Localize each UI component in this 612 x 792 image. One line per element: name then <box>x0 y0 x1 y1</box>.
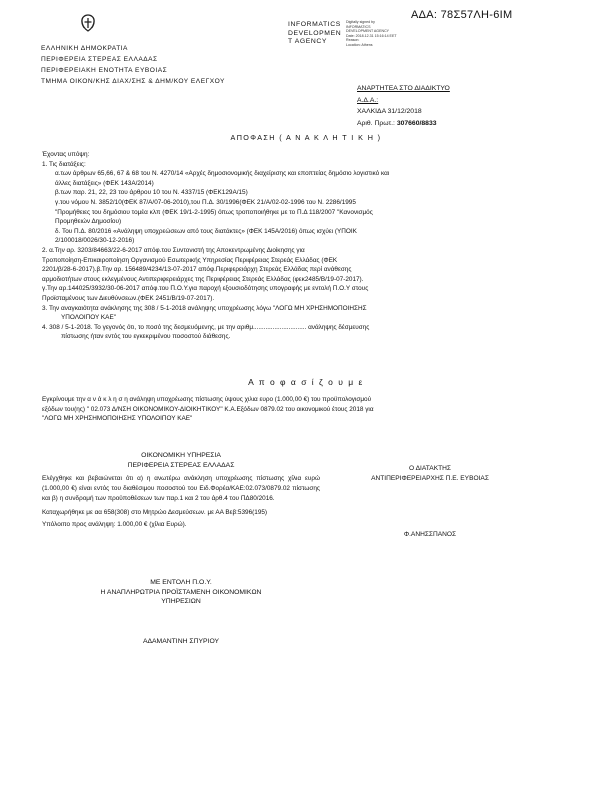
approver-role: ΑΝΤΙΠΕΡΙΦΕΡΕΙΑΡΧΗΣ Π.Ε. ΕΥΒΟΙΑΣ <box>371 475 489 482</box>
consideration-2-line-5: γ.Την αρ.144025/3932/30-06-2017 απόφ.του Π.Ο.Υ.για παροχή εξουσιοδότησης υπογραφής με εντολή Π.Ο.Υ στους <box>42 285 369 293</box>
on-behalf-line-1: ΜΕ ΕΝΤΟΛΗ Π.Ο.Υ. <box>150 579 212 586</box>
provision-c-line-3: Προμηθειών Δημοσίου) <box>55 218 122 226</box>
considerations <box>42 150 570 342</box>
signature-detail-1: Digitally signed by <box>346 20 375 24</box>
financial-signatory-name: ΑΔΑΜΑΝΤΙΝΗ ΣΠΥΡΙΟΥ <box>142 638 220 645</box>
consideration-2-line-1: 2. α.Την αρ. 3203/84663/22-6-2017 απόφ.του Συντονιστή της Αποκεντρωμένης Διοίκησης για <box>42 246 305 254</box>
consideration-4-line-1: 4. 308 / 5-1-2018. Το γεγονός ότι, το ποσό της δεσμευόμενης, με την αριθμ.............................. ανάληψης δέσμευσης <box>42 323 370 331</box>
decision-line-2: εξόδων του(ης) " 02.073 Δ/ΝΣΗ ΟΙΚΟΝΟΜΙΚΟΥ-ΔΙΟΙΚΗΤΙΚΟΥ" Κ.Α.Εξόδων 0879.02 του οικονομικού έτους 2018 για <box>42 405 374 413</box>
place-date: ΧΑΛΚΙΔΑ 31/12/2018 <box>357 108 422 115</box>
on-behalf-line-3: ΥΠΗΡΕΣΙΩΝ <box>161 598 201 606</box>
issuer-region: ΠΕΡΙΦΕΡΕΙΑ ΣΤΕΡΕΑΣ ΕΛΛΑΔΑΣ <box>41 56 158 63</box>
approver-title: Ο ΔΙΑΤΑΚΤΗΣ <box>409 465 451 472</box>
signature-detail-2: INFORMATICS <box>346 24 371 29</box>
financial-verification: Ελέγχθηκε και βεβαιώνεται ότι α) η ανωτέρω ανάκληση υποχρέωσης πίστωσης χίλια ευρώ (1.000,00 €) είναι εντός του διαθέσιμου ποσοστού του Ειδ.Φορέα/ΚΑΕ:02.073/0879.02 πίστωσης και β) η συνδρομή των προϋποθέσεων των παρ.1 και 2 του άρθ.4 του ΠΔ80/2016. <box>42 475 320 502</box>
issuer-country: ΕΛΛΗΝΙΚΗ ΔΗΜΟΚΡΑΤΙΑ <box>41 45 128 52</box>
signature-detail-4: Date: 2018.12.31 15:16:14 EET <box>346 33 397 38</box>
decision-line-1: Εγκρίνουμε την α ν ά κ λ η σ η ανάληψη υποχρέωσης πίστωσης ύψους χιλια ευρο (1.000,00 €) του προϋπολογισμού <box>42 396 372 403</box>
on-behalf-line-2: Η ΑΝΑΠΛΗΡΩΤΡΙΑ ΠΡΟΪΣΤΑΜΕΝΗ ΟΙΚΟΝΟΜΙΚΩΝ <box>100 588 262 596</box>
agency-line-2: DEVELOPMEN <box>288 29 342 37</box>
commitment-register: Καταχωρήθηκε με αα 658(308) στο Μητρώο Δεσμεύσεων. με ΑΑ Βεβ:5396(195) <box>42 508 268 516</box>
decision-heading: Α π ο φ α σ ί ζ ο υ μ ε <box>248 377 364 387</box>
agency-line-1: INFORMATICS <box>288 21 341 28</box>
signature-detail-3: DEVELOPMENT AGENCY <box>346 29 390 34</box>
protocol-number <box>357 118 450 130</box>
consideration-3-line-1: 3. Την αναγκαιότητα ανάκλησης της 308 / 5-1-2018 ανάληψης υποχρέωσης λόγω "ΛΟΓΩ ΜΗ ΧΡΗΣΗΜΟΠΟΙΗΣΗΣ <box>42 304 367 312</box>
consideration-4-line-2: πίστωσης ήταν εντός του εγκεκριμένου ποσοστού διάθεσης. <box>61 333 231 341</box>
decision-text <box>42 395 570 424</box>
document-title: ΑΠΟΦΑΣΗ ( Α Ν Α Κ Λ Η Τ Ι Κ Η ) <box>230 133 382 142</box>
provision-b: β.των παρ. 21, 22, 23 του άρθρου 10 του Ν. 4337/15 (ΦΕΚ129Α/15) <box>55 189 248 197</box>
financial-service-block <box>42 451 320 530</box>
considerations-heading: Έχοντας υπόψη: <box>42 151 90 158</box>
provision-c-line-2: "Προμήθειες του δημόσιου τομέα κλπ (ΦΕΚ 19/1-2-1995) όπως τροποποιήθηκε με το Π.Δ 118/2007 "Κανονισμός <box>55 208 373 216</box>
signature-detail-5: Reason: <box>346 38 360 43</box>
provision-d-line-2: 2/100018/0026/30-12-2016) <box>55 237 135 245</box>
protocol-label: Αριθ. Πρωτ.: <box>357 119 397 127</box>
consideration-2-line-6: Προϊσταμένους των Διευθύνσεων.(ΦΕΚ 2451/Β/19-07-2017). <box>42 294 215 302</box>
signature-detail-6: Location: Athens <box>346 42 373 47</box>
financial-service-heading: ΟΙΚΟΝΟΜΙΚΗ ΥΠΗΡΕΣΙΑ <box>141 452 221 459</box>
consideration-1: 1. Τις διατάξεις: <box>42 160 86 168</box>
issuer-unit: ΠΕΡΙΦΕΡΕΙΑΚΗ ΕΝΟΤΗΤΑ ΕΥΒΟΙΑΣ <box>41 67 168 74</box>
provision-a-line-2: άλλες διατάξεις» (ΦΕΚ 143Α/2014) <box>55 179 154 187</box>
approver-name: Φ.ΑΝΗΣΣΠΑΝΟΣ <box>403 531 457 538</box>
protocol-value: 307660/8833 <box>396 119 437 127</box>
consideration-2-line-4: αρμοδιοτήτων στους εκλεγμένους Αντιπεριφερειάρχες της Περιφέρειας Στερεάς Ελλάδας (φεκ2485/Β/19-07-2017). <box>42 275 364 283</box>
greek-coat-of-arms-icon <box>80 14 96 32</box>
ada-label: Α.Δ.Α.: <box>357 96 379 104</box>
signature-agency <box>288 21 341 47</box>
on-behalf-block <box>42 578 320 607</box>
provision-a-line-1: α.των άρθρων 65,66, 67 & 68 του Ν. 4270/14 «Αρχές δημοσιονομικής διαχείρισης και εποπτείας δημόσιο λογιστικό και <box>55 170 390 178</box>
consideration-3-line-2: ΥΠΟΛΟΙΠΟΥ ΚΑΕ" <box>61 314 116 322</box>
posting-block <box>357 83 450 129</box>
signature-details <box>346 20 397 48</box>
remaining-balance: Υπόλοιπο προς ανάληψη: 1.000,00 € (χίλια Ευρώ). <box>42 521 187 529</box>
ada-header: ΑΔΑ: 78Σ57ΛΗ-6ΙΜ <box>411 9 513 21</box>
consideration-2-line-2: Τροποποίηση-Επικαιροποίηση Οργανισμού Εσωτερικής Υπηρεσίας Περιφέρειας Στερεάς Ελλάδας (ΦΕΚ <box>42 256 338 264</box>
consideration-2-line-3: 2201/β/28-6-2017).β.Την αρ. 156489/4234/13-07-2017 απόφ.Περιφερειάρχη Στερεάς Ελλάδας περί ανάθεσης <box>42 266 352 274</box>
provision-d-line-1: δ. Του Π.Δ. 80/2016 «Ανάληψη υποχρεώσεων από τους διατάκτες» (ΦΕΚ 145Α/2016) όπως ισχύει (ΥΠΟΙΚ <box>55 227 357 235</box>
issuer-block <box>41 43 225 87</box>
agency-line-3: T AGENCY <box>288 38 328 46</box>
approver-block <box>340 464 520 484</box>
provision-c-line-1: γ.του νόμου Ν. 3852/10(ΦΕΚ 87/Α/07-06-2010),του Π.Δ. 30/1996(ΦΕΚ 21/Α/02-02-1996 του Ν. 2286/1995 <box>55 198 356 206</box>
financial-service-region: ΠΕΡΙΦΕΡΕΙΑ ΣΤΕΡΕΑΣ ΕΛΛΑΔΑΣ <box>127 461 235 469</box>
issuer-department: ΤΜΗΜΑ ΟΙΚΟΝ/ΚΗΣ ΔΙΑΧ/ΣΗΣ & ΔΗΜ/ΚΟΥ ΕΛΕΓΧΟΥ <box>41 78 225 85</box>
posting-note: ΑΝΑΡΤΗΤΕΑ ΣΤΟ ΔΙΑΔΙΚΤΥΟ <box>357 85 450 92</box>
decision-line-3: "ΛΟΓΩ ΜΗ ΧΡΗΣΗΜΟΠΟΙΗΣΗΣ ΥΠΟΛΟΙΠΟΥ ΚΑΕ" <box>42 415 193 423</box>
